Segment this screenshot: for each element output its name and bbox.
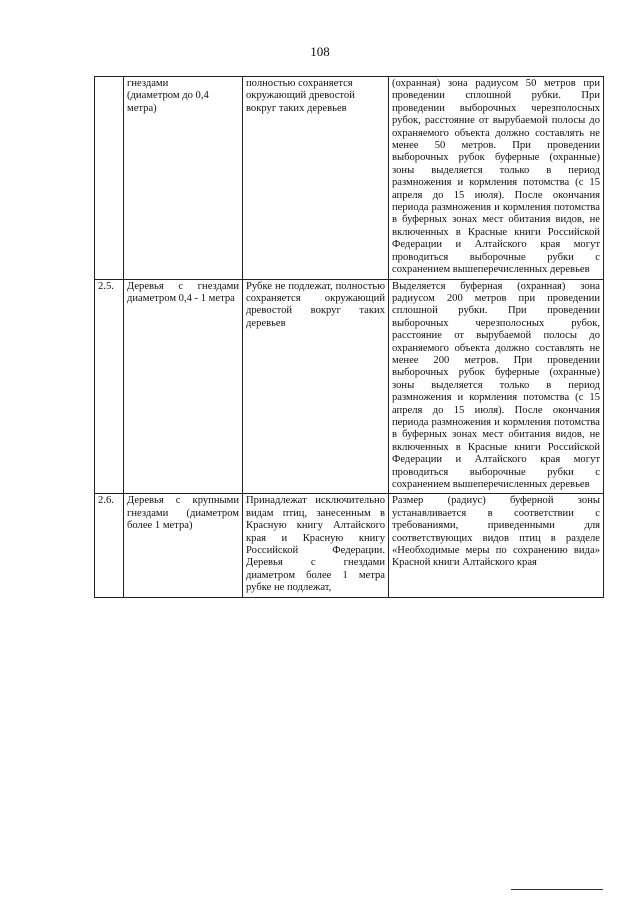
buffer-zone-cell: Размер (радиус) буферной зоны устанавливается в соответствии с требованиями, приведенными для соответствующих видов птиц в разделе «Необходимые меры по сохранению вида» Красной книги Алтайского края bbox=[389, 494, 604, 597]
row-number-cell: 2.6. bbox=[95, 494, 124, 597]
footer-rule bbox=[511, 889, 603, 890]
object-cell: Деревья с крупными гнездами (диаметром более 1 метра) bbox=[124, 494, 243, 597]
felling-restriction-cell: Принадлежат исключительно видам птиц, занесенным в Красную книгу Алтайского края и Красную книгу Российской Федерации. Деревья с гнездами диаметром более 1 метра рубке не подлежат, bbox=[243, 494, 389, 597]
row-number-cell: 2.5. bbox=[95, 279, 124, 494]
buffer-zone-cell: (охранная) зона радиусом 50 метров при проведении сплошной рубки. При проведении выборочных черезполосных рубок, расстояние от вырубаемой полосы до охраняемого объекта должно составлять не менее 50 метров. При проведении выборочных рубок буферные (охранные) зоны выделяется только в период размножения и кормления потомства (с 15 апреля до 15 июля). После окончания периода размножения и кормления потомства в буферных зонах мест обитания видов, не включенных в Красные книги Российской Федерации и Алтайского края могут проводиться выборочные рубки с сохранением вышеперечисленных деревьев bbox=[389, 77, 604, 280]
object-cell: Деревья с гнездами диаметром 0,4 - 1 метра bbox=[124, 279, 243, 494]
object-cell: гнездами (диаметром до 0,4 метра) bbox=[124, 77, 243, 280]
table-row bbox=[95, 279, 604, 494]
table-row bbox=[95, 77, 604, 280]
table-row bbox=[95, 494, 604, 597]
row-number-cell bbox=[95, 77, 124, 280]
page-number: 108 bbox=[310, 44, 330, 59]
buffer-zone-cell: Выделяется буферная (охранная) зона радиусом 200 метров при проведении сплошной рубки. При проведении выборочных черезполосных рубок, расстояние от вырубаемой полосы до охраняемого объекта должно составлять не менее 200 метров. При проведении выборочных рубок буферные (охранные) зоны выделяется только в период размножения и кормления потомства (с 15 апреля до 15 июля). После окончания периода размножения и кормления потомства в буферных зонах мест обитания видов, не включенных в Красные книги Российской Федерации и Алтайского края могут проводиться выборочные рубки с сохранением вышеперечисленных деревьев bbox=[389, 279, 604, 494]
felling-restriction-cell: Рубке не подлежат, полностью сохраняется окружающий древостой вокруг таких деревьев bbox=[243, 279, 389, 494]
felling-restriction-cell: полностью сохраняется окружающий древостой вокруг таких деревьев bbox=[243, 77, 389, 280]
species-protection-table bbox=[94, 76, 604, 598]
